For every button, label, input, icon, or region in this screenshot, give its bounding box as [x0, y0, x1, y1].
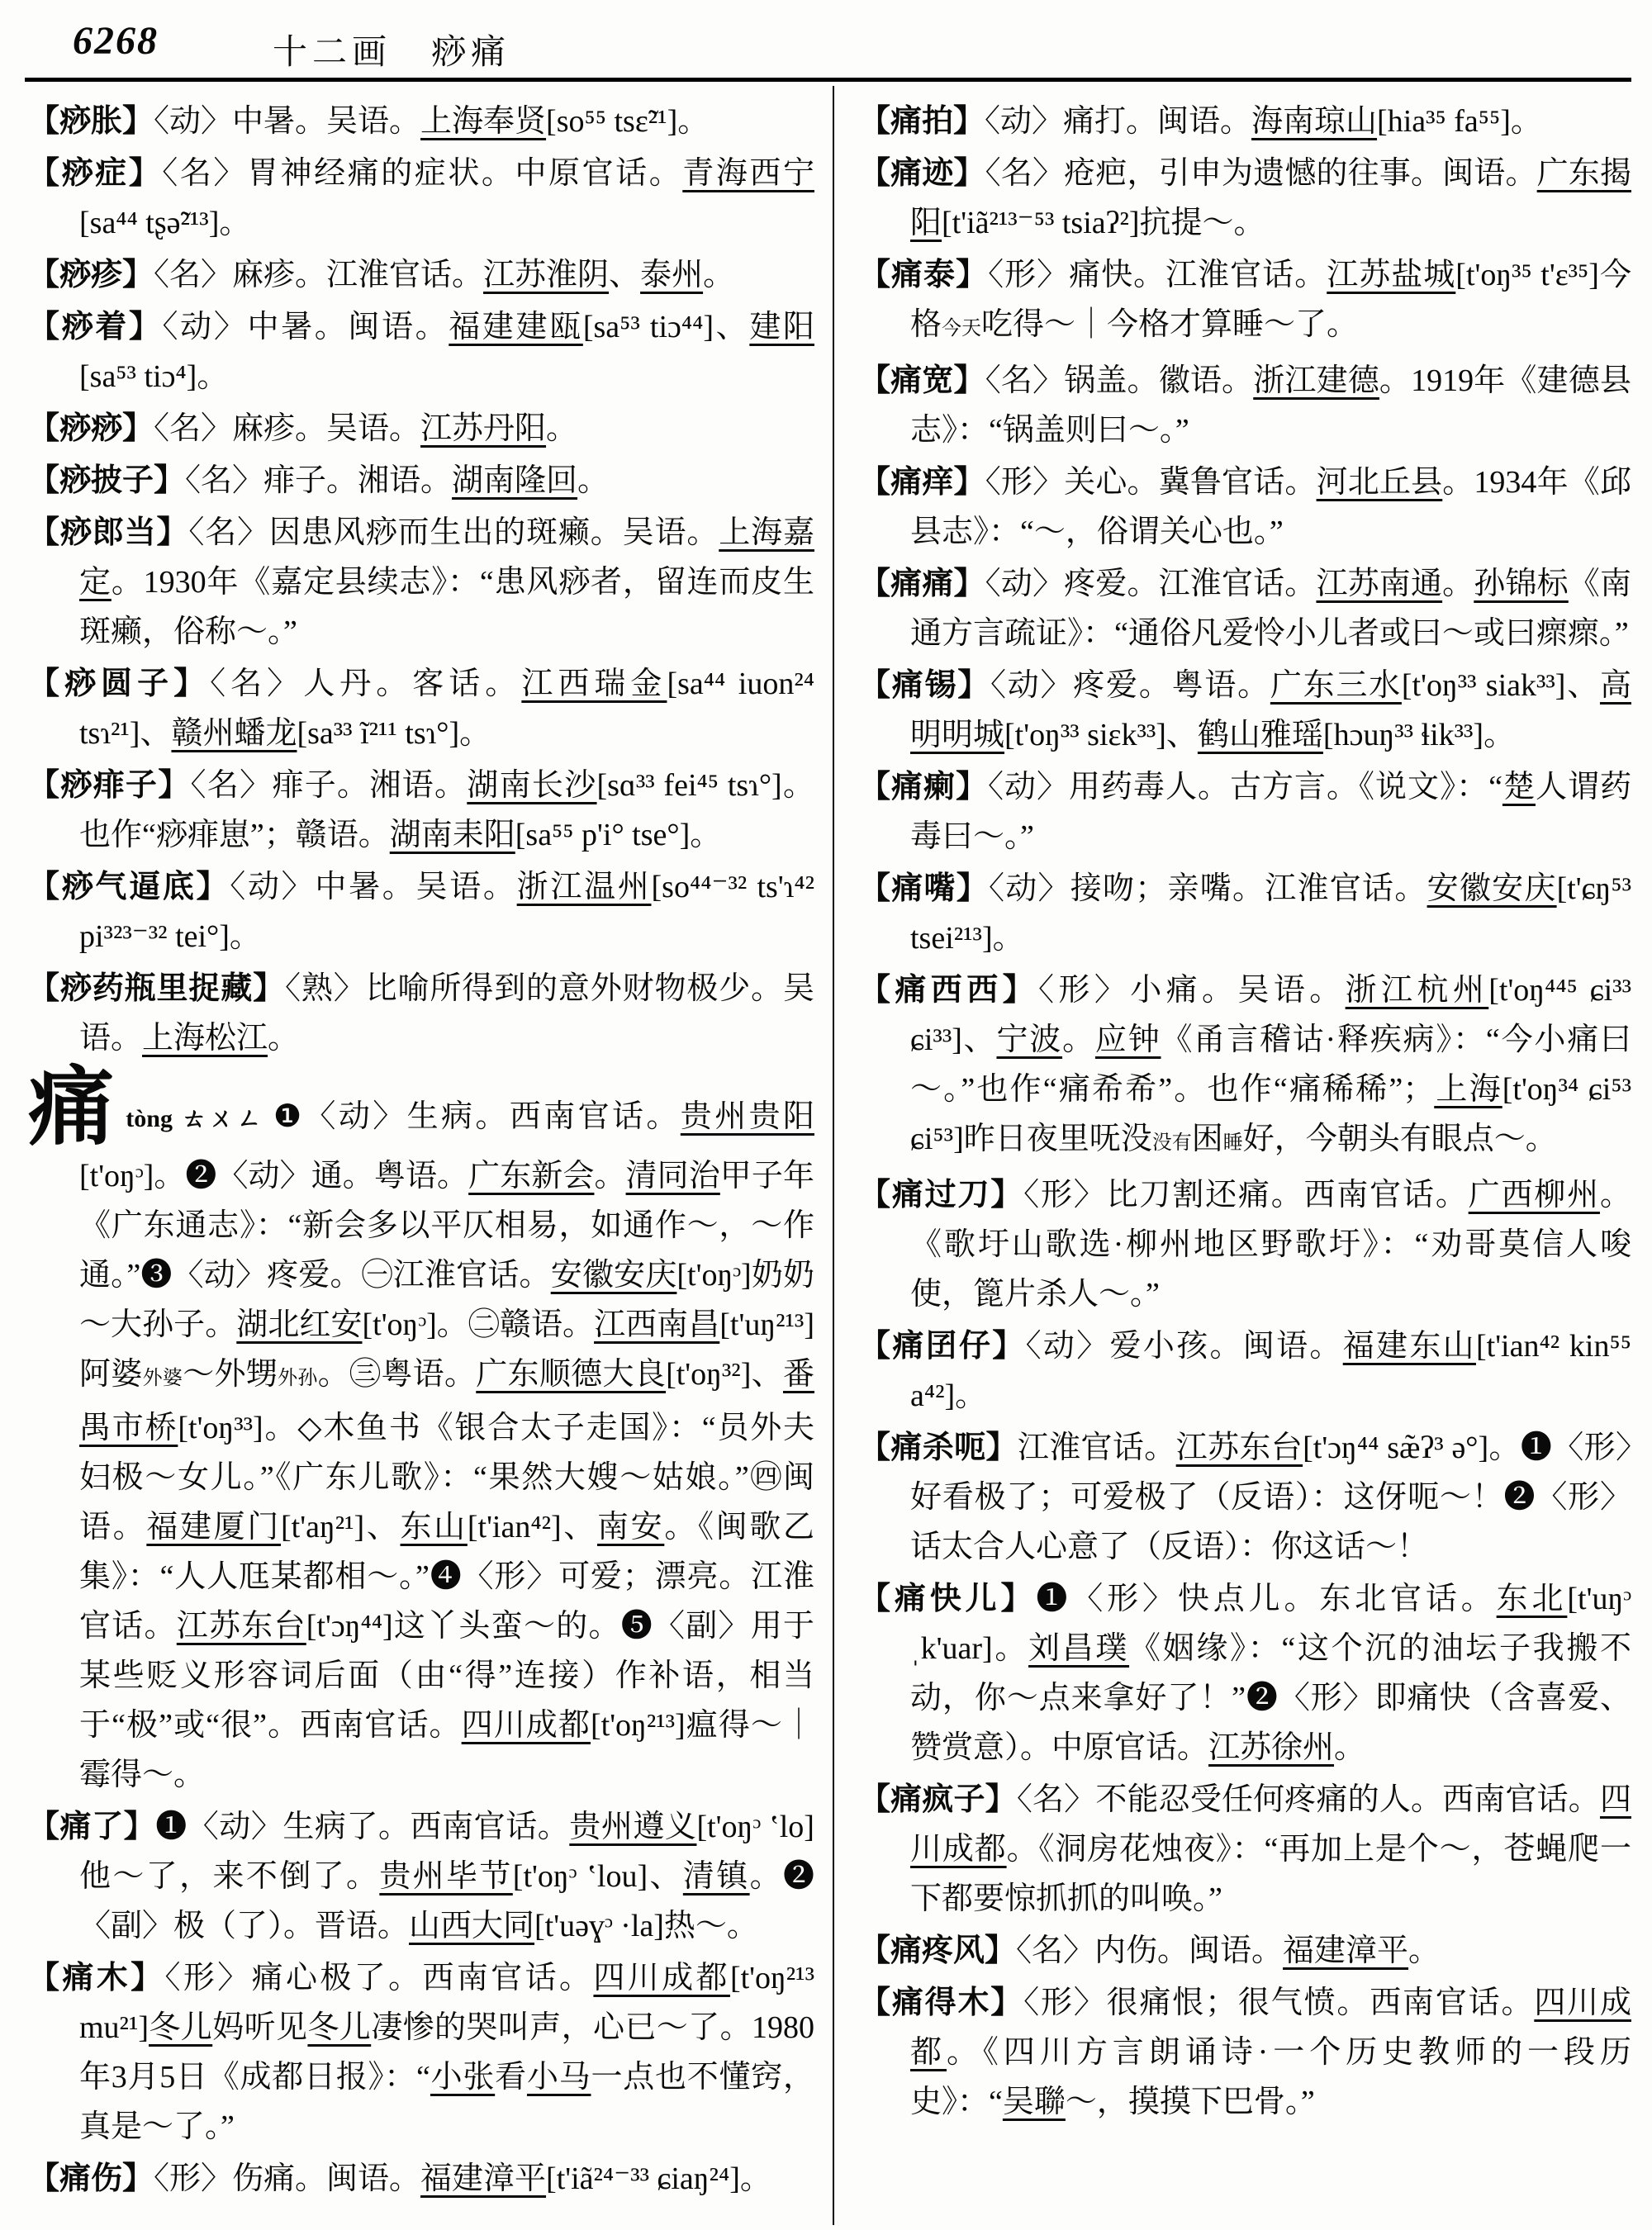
proper-noun: 广东三水 — [1270, 668, 1402, 703]
proper-noun: 刘昌璞 — [1028, 1631, 1130, 1666]
proper-noun: 冬儿 — [149, 2010, 213, 2045]
dict-entry-痧着: 【痧着】〈动〉中暑。闽语。福建建瓯[sa⁵³ tiɔ⁴⁴]、建阳[sa⁵³ tiɔ⁴]。 — [28, 310, 814, 394]
headword: 【痧郎当】 — [28, 515, 189, 550]
headword: 【痧痱子】 — [28, 768, 191, 803]
headword-character: 痛 — [28, 1060, 117, 1155]
headword: 【痛痒】 — [859, 465, 985, 500]
proper-noun: 湖北红安 — [236, 1307, 363, 1342]
proper-noun: 江苏东台 — [176, 1609, 306, 1644]
proper-noun: 东北 — [1496, 1582, 1568, 1616]
proper-noun: 福建建瓯 — [449, 310, 583, 344]
proper-noun: 贵州贵阳 — [680, 1099, 814, 1134]
headword: 【痛西西】 — [859, 973, 1039, 1008]
proper-noun: 广东新会 — [468, 1159, 595, 1193]
headword: 【痛了】 — [28, 1810, 156, 1844]
dict-entry-痛痒: 【痛痒】〈形〉关心。冀鲁官话。河北丘县。1934年《邱县志》：“～，俗谓关心也。” — [859, 465, 1631, 549]
headword: 【痛泰】 — [859, 258, 989, 292]
proper-noun: 冬儿 — [307, 2010, 372, 2045]
proper-noun: 小张 — [430, 2060, 496, 2095]
headword: 【痧着】 — [28, 310, 163, 344]
proper-noun: 高明明城 — [910, 668, 1631, 752]
dict-entry-痛疼风: 【痛疼风】〈名〉内伤。闽语。福建漳平。 — [859, 1933, 1441, 1968]
proper-noun: 海南琼山 — [1251, 104, 1378, 139]
proper-noun: 四川成都 — [910, 1986, 1631, 2070]
headword: 【痧痧】 — [28, 411, 154, 446]
dict-entry-痛宽: 【痛宽】〈名〉锅盖。徽语。浙江建德。1919年《建德县志》：“锅盖则曰～。” — [859, 363, 1631, 448]
proper-noun: 浙江建德 — [1253, 363, 1379, 398]
proper-noun: 江苏淮阴 — [483, 258, 610, 292]
gloss-small: 没有 — [1151, 1132, 1192, 1154]
dict-entry-痧痱子: 【痧痱子】〈名〉痱子。湘语。湖南长沙[sɑ³³ fei⁴⁵ tsɿ°]。也作“痧痱崽”；赣语。湖南耒阳[sa⁵⁵ p'i° tse°]。 — [28, 768, 814, 852]
dict-entry-痧气逼底: 【痧气逼底】〈动〉中暑。吴语。浙江温州[so⁴⁴⁻³² ts'ɿ⁴² pi³²³⁻³² tei°]。 — [28, 870, 814, 954]
dict-entry-痛瘌: 【痛瘌】〈动〉用药毒人。古方言。《说文》：“楚人谓药毒曰～。” — [859, 770, 1631, 854]
proper-noun: 上海松江 — [142, 1021, 268, 1056]
dict-entry-痧圆子: 【痧圆子】〈名〉人丹。客话。江西瑞金[sa⁴⁴ iuon²⁴ tsɿ²¹]、赣州蟠龙[sa³³ ĩ²¹¹ tsɿ°]。 — [28, 667, 814, 751]
headword: 【痛瘌】 — [859, 770, 989, 804]
proper-noun: 福建厦门 — [146, 1510, 282, 1544]
dict-entry-痛嘴: 【痛嘴】〈动〉接吻；亲嘴。江淮官话。安徽安庆[t'ɕŋ⁵³ tsei²¹³]。 — [859, 871, 1631, 956]
proper-noun: 小马 — [526, 2060, 591, 2095]
header-rule — [25, 78, 1631, 82]
proper-noun: 安徽安庆 — [1427, 871, 1557, 906]
proper-noun: 江西瑞金 — [521, 667, 667, 701]
proper-noun: 山西大同 — [409, 1909, 535, 1943]
proper-noun: 浙江温州 — [516, 870, 652, 904]
gloss-small: 外孙 — [278, 1368, 318, 1389]
proper-noun: 湖南隆回 — [452, 463, 578, 498]
gloss-small: 今天 — [942, 318, 982, 339]
headword: 【痧胀】 — [28, 104, 154, 139]
proper-noun: 上海奉贤 — [420, 104, 547, 139]
proper-noun: 番禺市桥 — [79, 1357, 814, 1445]
proper-noun: 湖南长沙 — [467, 768, 597, 803]
headword: 【痛木】 — [28, 1961, 165, 1995]
headword: 【痛快儿】 — [859, 1582, 1037, 1616]
proper-noun: 青海西宁 — [682, 156, 814, 191]
proper-noun: 贵州毕节 — [379, 1859, 513, 1894]
dict-entry-痛过刀: 【痛过刀】〈形〉比刀割还痛。西南官话。广西柳州。《歌圩山歌选·柳州地区野歌圩》：“劝哥莫信人唆使，篦片杀人～。” — [859, 1178, 1631, 1312]
dict-entry-痛杀呃: 【痛杀呃】江淮官话。江苏东台[t'ɔŋ⁴⁴ sæ̃ʔ³ ə°]。❶〈形〉好看极了；可爱极了（反语）：这伢呃～！❷〈形〉话太合人心意了（反语）：你这话～！ — [859, 1431, 1631, 1564]
proper-noun: 孙锦标 — [1474, 567, 1569, 601]
proper-noun: 浙江杭州 — [1345, 973, 1489, 1008]
headword: 【痧披子】 — [28, 463, 186, 498]
headword: 【痛嘴】 — [859, 871, 990, 906]
dict-entry-痧症: 【痧症】〈名〉胃神经痛的症状。中原官话。青海西宁[sa⁴⁴ tʂə̃²¹³]。 — [28, 156, 814, 240]
proper-noun: 清同治 — [625, 1159, 720, 1193]
dict-entry-痛伤: 【痛伤】〈形〉伤痛。闽语。福建漳平[t'iã²⁴⁻³³ ɕiaŋ²⁴]。 — [28, 2161, 771, 2196]
proper-noun: 南安 — [596, 1510, 665, 1544]
dict-entry-痧郎当: 【痧郎当】〈名〉因患风痧而生出的斑癞。吴语。上海嘉定。1930年《嘉定县续志》：“患风痧者，留连而皮生斑癞，俗称～。” — [28, 515, 814, 649]
dict-entry-痛得木: 【痛得木】〈形〉很痛恨；很气愤。西南官话。四川成都。《四川方言朗诵诗·一个历史教师的一段历史》：“吴聯～，摸摸下巴骨。” — [859, 1986, 1631, 2119]
proper-noun: 广东顺德大良 — [476, 1357, 667, 1392]
proper-noun: 江苏盐城 — [1327, 258, 1456, 292]
proper-noun: 楚 — [1502, 770, 1536, 804]
dict-entry-痛快儿: 【痛快儿】❶〈形〉快点儿。东北官话。东北[t'uŋᵓ ˌk'uar]。刘昌璞《姻缘》：“这个沉的油坛子我搬不动，你～点来拿好了！”❷〈形〉即痛快（含喜爱、赞赏意）。中原官话。江苏徐州。 — [859, 1582, 1631, 1765]
gloss-small: 外婆 — [142, 1368, 183, 1389]
proper-noun: 四川成都 — [910, 1782, 1631, 1867]
proper-noun: 鹤山雅瑶 — [1197, 718, 1323, 752]
proper-noun: 江苏徐州 — [1208, 1730, 1335, 1765]
proper-noun: 清镇 — [682, 1859, 750, 1894]
page-number: 6268 — [73, 19, 159, 63]
proper-noun: 湖南耒阳 — [389, 818, 515, 852]
headword: 【痧气逼底】 — [28, 870, 230, 904]
dict-entry-痛木: 【痛木】〈形〉痛心极了。西南官话。四川成都[t'oŋ²¹³ mu²¹]冬儿妈听见冬儿凄惨的哭叫声，心已～了。1980年3月5日《成都日报》：“小张看小马一点也不懂窍，真是～了。” — [28, 1961, 814, 2144]
headword: 【痛得木】 — [859, 1986, 1024, 2020]
dict-entry-痛疯子: 【痛疯子】〈名〉不能忍受任何疼痛的人。西南官话。四川成都。《洞房花烛夜》：“再加上是个～，苍蝇爬一下都要惊抓抓的叫唤。” — [859, 1782, 1631, 1916]
proper-noun: 贵州遵义 — [569, 1810, 697, 1844]
headword: 【痛拍】 — [859, 104, 985, 139]
dict-entry-痧痧: 【痧痧】〈名〉麻疹。吴语。江苏丹阳。 — [28, 411, 578, 446]
proper-noun: 上海 — [1434, 1072, 1502, 1107]
dict-entry-痧疹: 【痧疹】〈名〉麻疹。江淮官话。江苏淮阴、泰州。 — [28, 258, 735, 292]
dict-entry-痧胀: 【痧胀】〈动〉中暑。吴语。上海奉贤[so⁵⁵ tsɛ̃²¹]。 — [28, 104, 710, 139]
dict-entry-痛泰: 【痛泰】〈形〉痛快。江淮官话。江苏盐城[t'oŋ³⁵ t'ɛ³⁵]今格今天吃得～｜今格才算睡～了。 — [859, 258, 1631, 342]
dict-entry-痛痛: 【痛痛】〈动〉疼爱。江淮官话。江苏南通。孙锦标《南通方言疏证》：“通俗凡爱怜小儿者或曰～或曰瘝瘝。” — [859, 567, 1631, 651]
section-headword-chars: 痧痛 — [431, 34, 511, 72]
proper-noun: 江苏丹阳 — [420, 411, 547, 446]
proper-noun: 广东揭阳 — [910, 156, 1631, 240]
proper-noun: 四川成都 — [593, 1961, 730, 1995]
dict-entry-痛锡: 【痛锡】〈动〉疼爱。粤语。广东三水[t'oŋ³³ siak³³]、高明明城[t'oŋ³³ siɛk³³]、鹤山雅瑶[hɔuŋ³³ ɬik³³]。 — [859, 668, 1631, 752]
proper-noun: 福建漳平 — [420, 2161, 547, 2196]
stroke-count-section: 十二画 — [273, 34, 392, 72]
proper-noun: 泰州 — [640, 258, 704, 292]
dict-entry-痛西西: 【痛西西】〈形〉小痛。吴语。浙江杭州[t'oŋ⁴⁴⁵ ɕi³³ ɕi³³]、宁波。应钟《甬言稽诂·释疾病》：“今小痛曰～。”也作“痛希希”。也作“痛稀稀”；上海[t'oŋ³⁴ ɕi⁵³ ɕi⁵³]昨日夜里呒没没有困睡好，今朝头有眼点～。 — [859, 973, 1631, 1156]
dict-entry-痛拍: 【痛拍】〈动〉痛打。闽语。海南琼山[hia³⁵ fa⁵⁵]。 — [859, 104, 1542, 139]
char-entry-痛: 痛 tòng ㄊㄨㄥ ❶〈动〉生病。西南官话。贵州贵阳[t'oŋᵓ]。❷〈动〉通。粤语。广东新会。清同治甲子年《广东通志》：“新会多以平仄相易，如通作～，～作通。”❸〈动〉疼爱。㊀江淮官话。安徽安庆[t'oŋᵓ]奶奶～大孙子。湖北红安[t'oŋᵓ]。㊁赣语。江西南昌[t'uŋ²¹³]阿婆外婆～外甥外孙。㊂粤语。广东顺德大良[t'oŋ³²]、番禺市桥[t'oŋ³³]。◇木鱼书《银合太子走国》：“员外夫妇极～女儿。”《广东儿歌》：“果然大嫂～姑娘。”㊃闽语。福建厦门[t'aŋ²¹]、东山[t'ian⁴²]、南安。《闽歌乙集》：“人人尫某都相～。”❹〈形〉可爱；漂亮。江淮官话。江苏东台[t'ɔŋ⁴⁴]这丫头蛮～的。❺〈副〉用于某些贬义形容词后面（由“得”连接）作补语，相当于“极”或“很”。西南官话。四川成都[t'oŋ²¹³]瘟得～｜霉得～。 — [28, 1060, 815, 1792]
dict-entry-痧药瓶里捉藏: 【痧药瓶里捉藏】〈熟〉比喻所得到的意外财物极少。吴语。上海松江。 — [28, 971, 814, 1056]
pinyin-zhuyin: tòng ㄊㄨㄥ — [116, 1105, 273, 1132]
column-divider — [833, 86, 834, 2225]
headword: 【痛伤】 — [28, 2161, 154, 2196]
headword: 【痛囝仔】 — [859, 1329, 1026, 1364]
proper-noun: 建阳 — [749, 310, 814, 344]
dict-entry-痛囝仔: 【痛囝仔】〈动〉爱小孩。闽语。福建东山[t'ian⁴² kin⁵⁵ a⁴²]。 — [859, 1329, 1631, 1413]
proper-noun: 四川成都 — [461, 1708, 591, 1743]
proper-noun: 宁波 — [996, 1022, 1063, 1057]
proper-noun: 上海嘉定 — [79, 515, 814, 600]
headword: 【痛过刀】 — [859, 1178, 1024, 1212]
headword: 【痛锡】 — [859, 668, 991, 703]
dict-entry-痛迹: 【痛迹】〈名〉疮疤，引申为遗憾的往事。闽语。广东揭阳[t'iã²¹³⁻⁵³ tsiaʔ²]抗提～。 — [859, 156, 1631, 240]
headword: 【痧症】 — [28, 156, 163, 191]
proper-noun: 江西南昌 — [594, 1307, 720, 1342]
proper-noun: 安徽安庆 — [550, 1258, 677, 1293]
gloss-small: 睡 — [1222, 1132, 1243, 1154]
proper-noun: 福建漳平 — [1283, 1933, 1409, 1968]
headword: 【痛疯子】 — [859, 1782, 1017, 1817]
headword: 【痛迹】 — [859, 156, 985, 191]
proper-noun: 广西柳州 — [1468, 1178, 1600, 1212]
proper-noun: 应钟 — [1094, 1022, 1161, 1057]
headword: 【痧药瓶里捉藏】 — [28, 971, 285, 1006]
right-column — [859, 94, 1631, 2129]
dict-entry-痛了: 【痛了】❶〈动〉生病了。西南官话。贵州遵义[t'oŋᵓ ʽlo]他～了，来不倒了。贵州毕节[t'oŋᵓ ʽlou]、清镇。❷〈副〉极（了）。晋语。山西大同[t'uəɣᵓ ·la]热～。 — [28, 1810, 814, 1943]
headword: 【痛疼风】 — [859, 1933, 1017, 1968]
proper-noun: 吴聯 — [1002, 2085, 1066, 2119]
proper-noun: 河北丘县 — [1316, 465, 1443, 500]
proper-noun: 赣州蟠龙 — [171, 716, 297, 751]
proper-noun: 江苏东台 — [1175, 1431, 1303, 1465]
headword: 【痛杀呃】 — [859, 1431, 1018, 1465]
headword: 【痧圆子】 — [28, 667, 211, 701]
proper-noun: 福建东山 — [1342, 1329, 1476, 1364]
headword: 【痧疹】 — [28, 258, 154, 292]
proper-noun: 东山 — [400, 1510, 468, 1544]
headword: 【痛宽】 — [859, 363, 985, 398]
headword: 【痛痛】 — [859, 567, 985, 601]
running-head — [273, 25, 510, 74]
dict-entry-痧披子: 【痧披子】〈名〉痱子。湘语。湖南隆回。 — [28, 463, 610, 498]
left-column — [28, 94, 814, 2206]
proper-noun: 江苏南通 — [1316, 567, 1443, 601]
